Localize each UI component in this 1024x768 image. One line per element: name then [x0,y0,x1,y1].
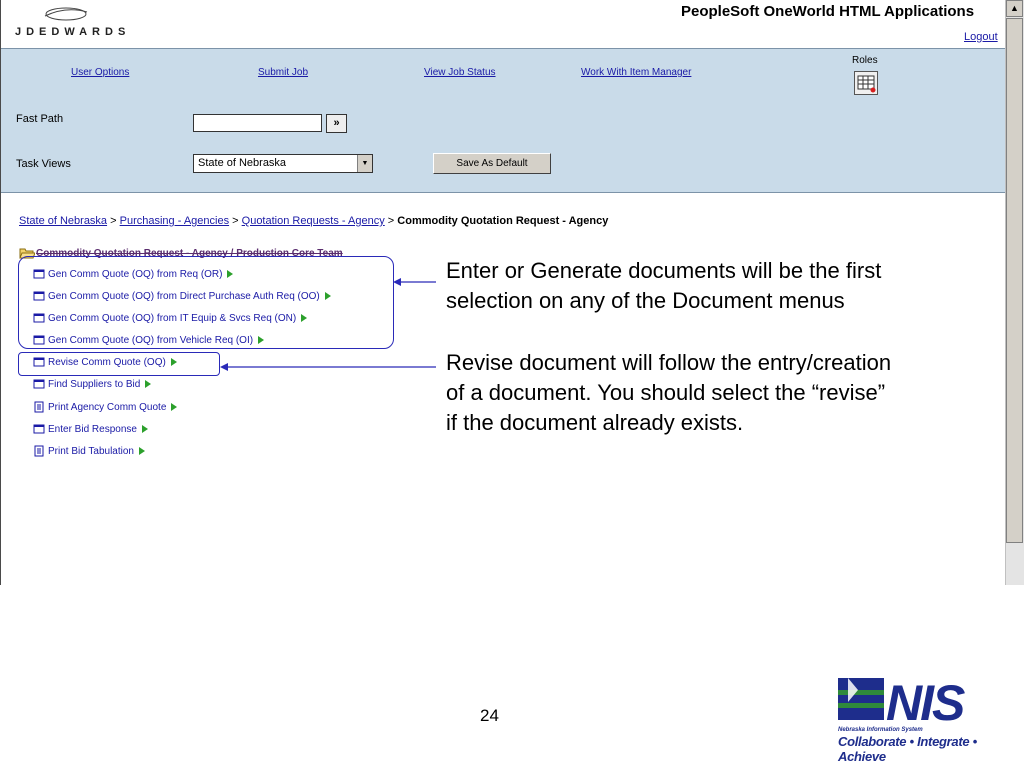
tree-item-label: Gen Comm Quote (OQ) from Direct Purchase Auth Req (OO) [48,291,320,302]
annotation-line: Enter or Generate documents will be the first [446,258,882,283]
roles-label: Roles [852,55,878,66]
view-job-status-link[interactable]: View Job Status [424,67,496,78]
tree-item-label: Enter Bid Response [48,424,137,435]
tree-item-label: Revise Comm Quote (OQ) [48,357,166,368]
breadcrumb-separator: > [110,215,117,227]
nis-subtitle: Nebraska Information System [838,727,923,733]
breadcrumb-link-quotation[interactable]: Quotation Requests - Agency [241,215,385,227]
tree-item-label: Gen Comm Quote (OQ) from Req (OR) [48,269,223,280]
tree-item-label: Gen Comm Quote (OQ) from IT Equip & Svcs Req (ON) [48,313,297,324]
submit-job-link[interactable]: Submit Job [258,67,309,78]
app-title: PeopleSoft OneWorld HTML Applications [681,3,975,20]
save-as-default-button[interactable]: Save As Default [433,153,551,174]
jde-logo: JDEDWARDS [15,26,131,38]
tree-item-label: Find Suppliers to Bid [48,379,141,390]
annotation-line: Revise document will follow the entry/creation [446,350,892,375]
nis-logo-text: NIS [886,676,964,726]
fast-path-label: Fast Path [16,113,64,125]
page-number: 24 [480,706,499,725]
breadcrumb-link-purchasing[interactable]: Purchasing - Agencies [119,215,230,227]
nis-tagline: Collaborate • Integrate • Achieve [838,734,977,764]
fast-path-go-button[interactable]: » [326,114,347,133]
work-with-item-manager-link[interactable]: Work With Item Manager [581,67,692,78]
task-views-label: Task Views [16,158,71,170]
tree-item-label: Print Bid Tabulation [48,446,134,457]
logout-link[interactable]: Logout [964,31,998,43]
annotation-generate [446,256,881,316]
annotation-line: selection on any of the Document menus [446,288,845,313]
chevron-down-icon[interactable]: ▼ [357,155,372,172]
scroll-up-arrow-icon[interactable]: ▲ [1006,0,1023,17]
tree-title[interactable]: Commodity Quotation Request - Agency / Production Core Team [36,248,343,259]
annotation-revise [446,348,891,438]
user-options-link[interactable]: User Options [71,67,130,78]
annotation-line: if the document already exists. [446,410,744,435]
breadcrumb-separator: > [232,215,239,227]
tree-item-label: Gen Comm Quote (OQ) from Vehicle Req (OI) [48,335,254,346]
callout-arrowhead-1 [393,278,401,286]
callout-arrowhead-2 [220,363,228,371]
breadcrumb-current: Commodity Quotation Request - Agency [397,215,609,227]
nis-logo-icon [838,676,990,726]
annotation-line: of a document. You should select the “revise” [446,380,886,405]
breadcrumb-link-state[interactable]: State of Nebraska [19,215,108,227]
task-views-selected-value: State of Nebraska [198,157,287,169]
tree-item-label: Print Agency Comm Quote [48,402,167,413]
breadcrumb-separator: > [387,215,395,227]
